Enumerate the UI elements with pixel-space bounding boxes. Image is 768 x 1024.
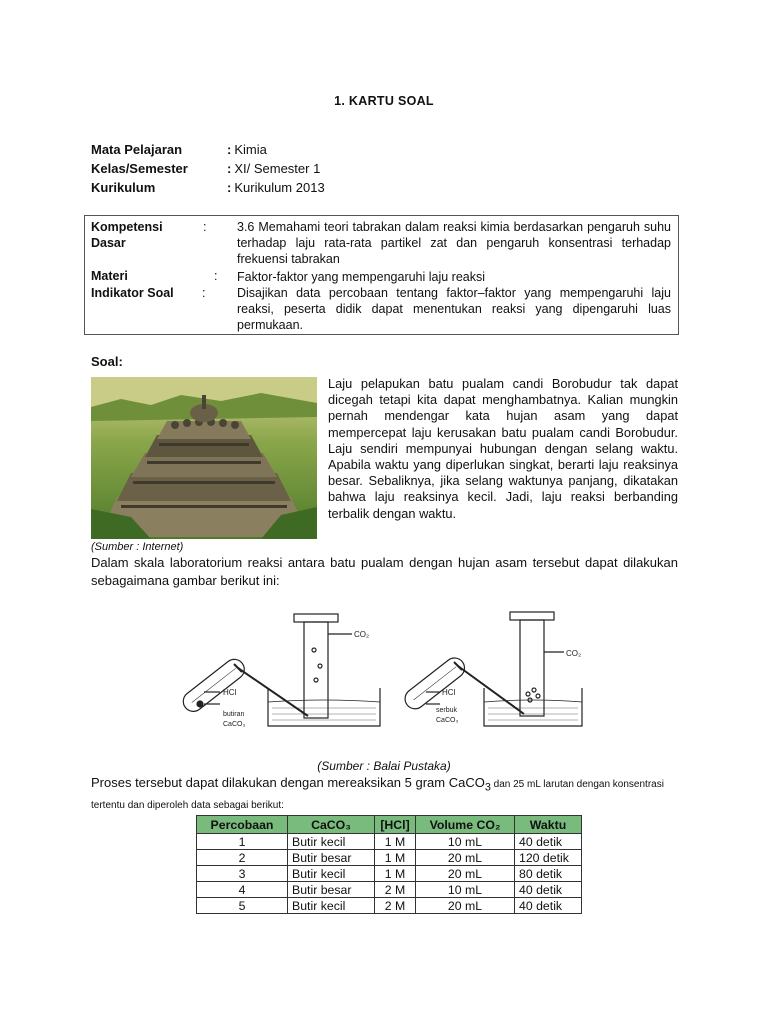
cell-waktu: 40 detik	[515, 882, 582, 898]
cell-percobaan: 3	[197, 866, 288, 882]
table-header-row	[197, 816, 582, 834]
meta-value: XI/ Semester 1	[234, 161, 321, 176]
paragraph-3	[91, 775, 681, 814]
borobudur-photo	[91, 377, 317, 539]
paragraph-3-main: Proses tersebut dapat dilakukan dengan mereaksikan 5 gram CaCO	[91, 775, 485, 790]
cell-hcl: 1 M	[375, 866, 416, 882]
cell-percobaan: 2	[197, 850, 288, 866]
table-row	[197, 834, 582, 850]
header-percobaan: Percobaan	[197, 816, 288, 834]
right-solid-label-2: CaCO₃	[436, 717, 459, 724]
kompetensi-box	[84, 215, 679, 335]
header-waktu: Waktu	[515, 816, 582, 834]
left-co2-label: CO₂	[354, 630, 370, 639]
meta-colon: :	[227, 180, 232, 195]
meta-label: Kurikulum	[91, 180, 156, 195]
header-caco3: CaCO₃	[288, 816, 375, 834]
cell-percobaan: 5	[197, 898, 288, 914]
paragraph-3-small: dan 25 mL larutan dengan konsentrasi tertentu dan diperoleh data sebagai berikut:	[91, 779, 664, 811]
table-row	[197, 866, 582, 882]
right-hcl-label: HCl	[442, 688, 456, 697]
indikator-text: Disajikan data percobaan tentang faktor–faktor yang mempengaruhi laju reaksi, peserta didik dapat menentukan reaksi yang dipengaruhi luas permukaan.	[237, 286, 671, 332]
kd-label-1: Kompetensi	[91, 220, 163, 234]
paragraph-1: Laju pelapukan batu pualam candi Borobudur tak dapat dicegah tetapi kita dapat menghambatnya. Kalian mungkin pernah mendengar kata hujan asam yang dapat mempercepat laju kerusakan batu pualam candi Borobudur. Laju sendiri mempunyai hubungan dengan selang waktu. Apabila waktu yang diperlukan singkat, berarti laju reaksinya besar. Sebaliknya, jika selang waktunya panjang, dikatakan bahwa laju reaksinya kecil. Jadi, laju reaksi berbanding terbalik dengan waktu.	[328, 376, 678, 521]
cell-volume: 10 mL	[416, 882, 515, 898]
meta-value: Kimia	[234, 142, 267, 157]
indikator-label: Indikator Soal	[91, 286, 174, 300]
meta-colon: :	[227, 142, 232, 157]
cell-volume: 20 mL	[416, 898, 515, 914]
meta-value: Kurikulum 2013	[234, 180, 325, 195]
cell-caco3: Butir besar	[288, 882, 375, 898]
paragraph-2: Dalam skala laboratorium reaksi antara batu pualam dengan hujan asam tersebut dapat dilakukan sebagaimana gambar berikut ini:	[91, 555, 678, 588]
cell-waktu: 40 detik	[515, 898, 582, 914]
cell-hcl: 1 M	[375, 834, 416, 850]
cell-volume: 20 mL	[416, 866, 515, 882]
table-row	[197, 850, 582, 866]
caption-internet: (Sumber : Internet)	[91, 541, 184, 553]
indikator-colon: :	[202, 286, 206, 300]
kd-colon: :	[203, 220, 207, 234]
cell-percobaan: 4	[197, 882, 288, 898]
paragraph-3-subscript: 3	[484, 781, 491, 794]
materi-colon: :	[214, 269, 218, 283]
cell-caco3: Butir besar	[288, 850, 375, 866]
kd-label-2: Dasar	[91, 236, 126, 250]
left-solid-label-2: CaCO₃	[223, 721, 246, 728]
left-solid-label-1: butiran	[223, 711, 245, 718]
caption-balai-pustaka: (Sumber : Balai Pustaka)	[317, 759, 451, 773]
soal-label: Soal:	[91, 354, 123, 369]
meta-label: Kelas/Semester	[91, 161, 188, 176]
left-apparatus	[179, 614, 380, 726]
header-hcl: [HCl]	[375, 816, 416, 834]
table-row	[197, 882, 582, 898]
cell-caco3: Butir kecil	[288, 834, 375, 850]
right-solid-label-1: serbuk	[436, 707, 458, 714]
materi-text: Faktor-faktor yang mempengaruhi laju reaksi	[237, 270, 486, 284]
data-table	[196, 815, 582, 914]
kd-text: 3.6 Memahami teori tabrakan dalam reaksi kimia berdasarkan pengaruh suhu terhadap laju rata-rata partikel zat dan pengaruh konsentrasi terhadap frekuensi tabrakan	[237, 220, 671, 266]
cell-hcl: 2 M	[375, 898, 416, 914]
cell-caco3: Butir kecil	[288, 898, 375, 914]
cell-caco3: Butir kecil	[288, 866, 375, 882]
page-title: 1. KARTU SOAL	[334, 94, 434, 108]
cell-waktu: 80 detik	[515, 866, 582, 882]
cell-waktu: 120 detik	[515, 850, 582, 866]
cell-waktu: 40 detik	[515, 834, 582, 850]
right-apparatus	[401, 612, 582, 726]
meta-label: Mata Pelajaran	[91, 142, 183, 157]
right-co2-label: CO₂	[566, 649, 582, 658]
table-row	[197, 898, 582, 914]
materi-label: Materi	[91, 269, 128, 283]
meta-colon: :	[227, 161, 232, 176]
cell-hcl: 1 M	[375, 850, 416, 866]
left-hcl-label: HCl	[223, 688, 237, 697]
reaction-diagram	[168, 606, 588, 758]
cell-hcl: 2 M	[375, 882, 416, 898]
cell-percobaan: 1	[197, 834, 288, 850]
cell-volume: 20 mL	[416, 850, 515, 866]
header-volume-co2: Volume CO₂	[416, 816, 515, 834]
cell-volume: 10 mL	[416, 834, 515, 850]
